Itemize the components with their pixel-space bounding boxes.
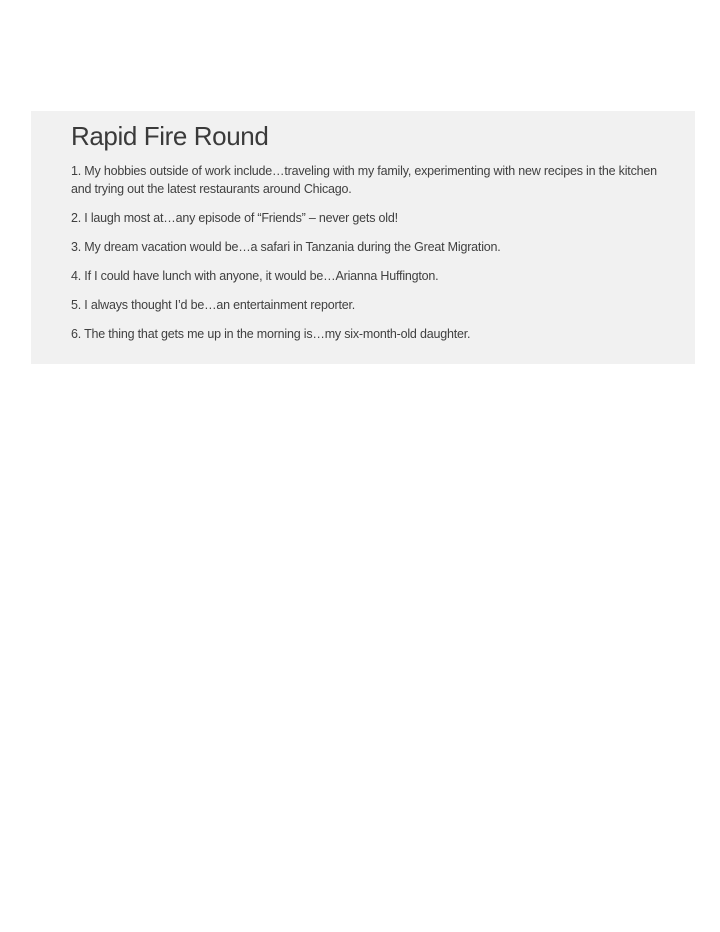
list-item: 5. I always thought I’d be…an entertainment reporter. — [71, 298, 356, 312]
list-item: 3. My dream vacation would be…a safari in Tanzania during the Great Migration. — [71, 240, 501, 254]
list-item: 6. The thing that gets me up in the morning is…my six-month-old daughter. — [71, 327, 471, 341]
list-item: 2. I laugh most at…any episode of “Friends” – never gets old! — [71, 211, 398, 225]
list-item: 1. My hobbies outside of work include…traveling with my family, experimenting with new recipes in the kitchen and trying out the latest restaurants around Chicago. — [71, 164, 657, 196]
rapid-fire-section — [31, 111, 695, 364]
list-item: 4. If I could have lunch with anyone, it would be…Arianna Huffington. — [71, 269, 439, 283]
section-title: Rapid Fire Round — [71, 121, 269, 151]
